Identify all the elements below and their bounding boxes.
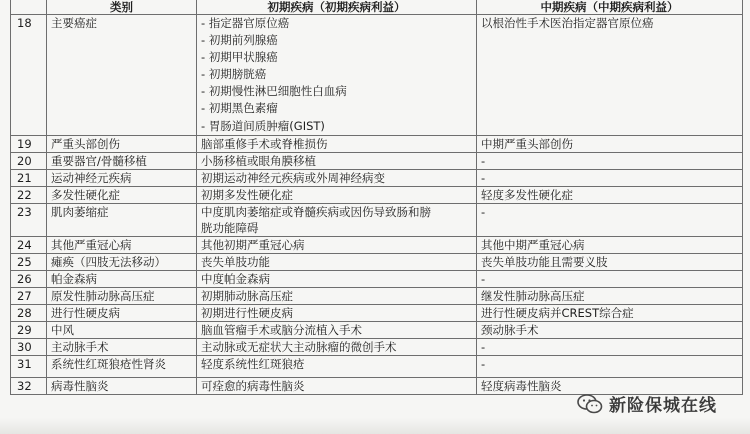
list-item: - 初期甲状腺癌 — [201, 49, 472, 66]
table-row — [11, 270, 743, 287]
row-early: 初期肺动脉高压症 — [197, 287, 477, 304]
row-mid: - — [477, 203, 743, 236]
list-item: - 初期前列腺癌 — [201, 32, 472, 49]
row-mid: 以根治性手术医治指定器官原位癌 — [477, 15, 743, 136]
list-item: - 初期慢性淋巴细胞性白血病 — [201, 83, 472, 100]
list-item: - 指定器官原位癌 — [201, 15, 472, 32]
row-number: 24 — [11, 236, 47, 253]
row-number: 30 — [11, 338, 47, 355]
row-category: 系统性红斑狼疮性肾炎 — [47, 355, 197, 377]
row-mid: 轻度病毒性脑炎 — [477, 377, 743, 394]
wechat-icon — [577, 394, 603, 414]
watermark-text: 新险保城在线 — [609, 396, 717, 416]
row-category: 中风 — [47, 321, 197, 338]
row-mid: - — [477, 152, 743, 169]
row-number: 28 — [11, 304, 47, 321]
row-mid: 丧失单肢功能且需要义肢 — [477, 253, 743, 270]
table-row — [11, 304, 743, 321]
early-line: 胱功能障碍 — [201, 220, 259, 235]
row-category: 多发性硬化症 — [47, 186, 197, 203]
row-category: 严重头部创伤 — [47, 135, 197, 152]
table-row — [11, 321, 743, 338]
row-mid: - — [477, 270, 743, 287]
early-line: 中度肌肉萎缩症或脊髓疾病或因伤导致肠和膀 — [201, 204, 431, 219]
row-number: 26 — [11, 270, 47, 287]
row-number: 32 — [11, 377, 47, 394]
row-category: 运动神经元疾病 — [47, 169, 197, 186]
row-early: 小肠移植或眼角膜移植 — [197, 152, 477, 169]
row-category: 肌肉萎缩症 — [47, 203, 197, 236]
row-early: 初期进行性硬皮病 — [197, 304, 477, 321]
header-category: 类别 — [47, 0, 197, 15]
row-early: 脑血管瘤手术或脑分流植入手术 — [197, 321, 477, 338]
row-number: 22 — [11, 186, 47, 203]
table-row — [11, 287, 743, 304]
row-early: 初期运动神经元疾病或外周神经病变 — [197, 169, 477, 186]
row-mid: - — [477, 355, 743, 377]
table-row — [11, 15, 743, 136]
row-number: 29 — [11, 321, 47, 338]
bottom-shadow — [0, 418, 750, 434]
row-category: 重要器官/骨髓移植 — [47, 152, 197, 169]
row-number: 25 — [11, 253, 47, 270]
row-early: 可痊愈的病毒性脑炎 — [197, 377, 477, 394]
row-category: 主动脉手术 — [47, 338, 197, 355]
row-category: 原发性肺动脉高压症 — [47, 287, 197, 304]
row-number: 31 — [11, 355, 47, 377]
row-category: 主要癌症 — [47, 15, 197, 136]
row-early: 其他初期严重冠心病 — [197, 236, 477, 253]
row-mid: 中期严重头部创伤 — [477, 135, 743, 152]
row-category: 瘫痪（四肢无法移动） — [47, 253, 197, 270]
header-mid: 中期疾病（中期疾病利益） — [477, 0, 743, 15]
table-row — [11, 355, 743, 377]
table-row — [11, 338, 743, 355]
row-early: 中度帕金森病 — [197, 270, 477, 287]
header-no — [11, 0, 47, 15]
row-category: 病毒性脑炎 — [47, 377, 197, 394]
row-number: 27 — [11, 287, 47, 304]
row-early — [197, 15, 477, 136]
table-row — [11, 135, 743, 152]
row-category: 进行性硬皮病 — [47, 304, 197, 321]
row-number: 23 — [11, 203, 47, 236]
row-mid: 继发性肺动脉高压症 — [477, 287, 743, 304]
table-row — [11, 169, 743, 186]
row-mid: - — [477, 169, 743, 186]
header-early: 初期疾病（初期疾病利益） — [197, 0, 477, 15]
row-category: 帕金森病 — [47, 270, 197, 287]
disease-table — [10, 0, 743, 395]
table-row — [11, 152, 743, 169]
row-mid: 颈动脉手术 — [477, 321, 743, 338]
row-early: 轻度系统性红斑狼疮 — [197, 355, 477, 377]
row-early: 主动脉或无症状大主动脉瘤的微创手术 — [197, 338, 477, 355]
row-number: 21 — [11, 169, 47, 186]
table-row — [11, 203, 743, 236]
header-row — [11, 0, 743, 15]
row-early — [197, 203, 477, 236]
list-item: - 初期黑色素瘤 — [201, 100, 472, 117]
table-row — [11, 186, 743, 203]
row-category: 其他严重冠心病 — [47, 236, 197, 253]
early-list — [201, 15, 472, 135]
list-item: - 胃肠道间质肿瘤(GIST) — [201, 118, 472, 135]
row-early: 丧失单肢功能 — [197, 253, 477, 270]
table-row — [11, 253, 743, 270]
list-item: - 初期膀胱癌 — [201, 66, 472, 83]
table-row — [11, 236, 743, 253]
row-mid: 轻度多发性硬化症 — [477, 186, 743, 203]
row-early: 初期多发性硬化症 — [197, 186, 477, 203]
row-mid: - — [477, 338, 743, 355]
row-mid: 进行性硬皮病并CREST综合症 — [477, 304, 743, 321]
row-number: 20 — [11, 152, 47, 169]
row-mid: 其他中期严重冠心病 — [477, 236, 743, 253]
watermark — [577, 391, 717, 416]
row-number: 18 — [11, 15, 47, 136]
row-early: 脑部重修手术或脊椎损伤 — [197, 135, 477, 152]
row-number: 19 — [11, 135, 47, 152]
